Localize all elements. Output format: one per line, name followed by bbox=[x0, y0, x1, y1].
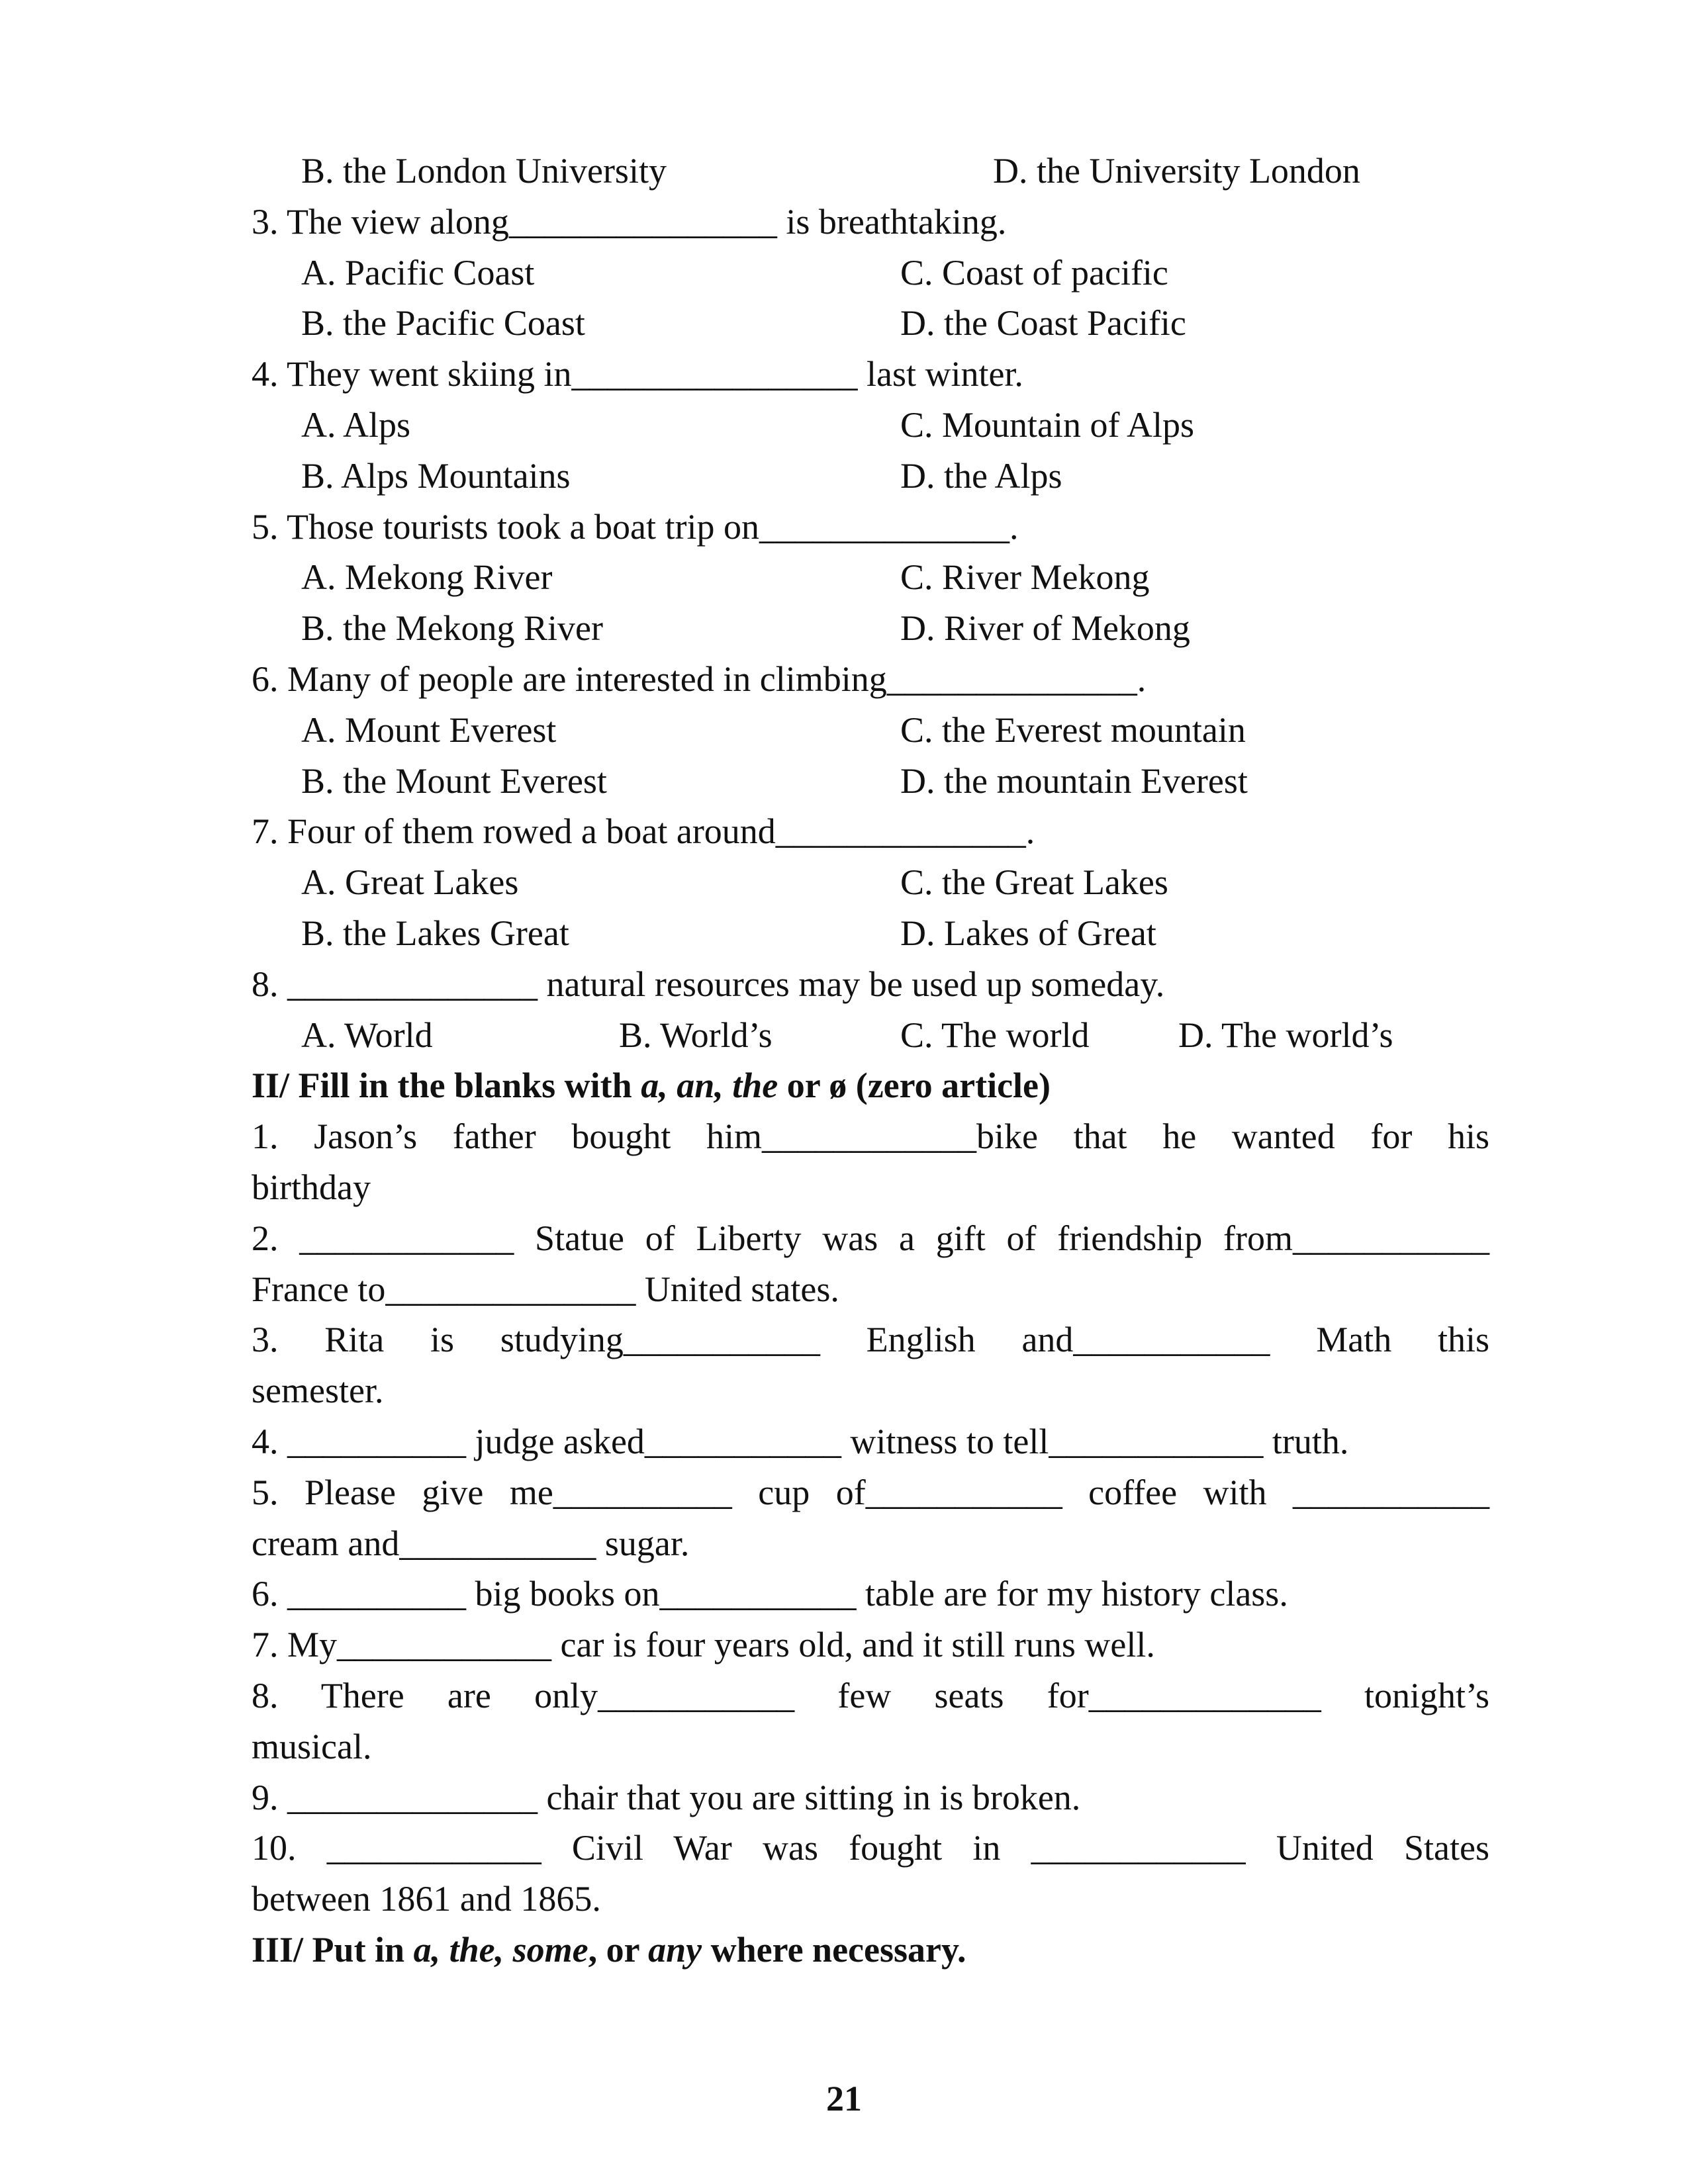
q6-options-row-1 bbox=[252, 705, 1489, 756]
q8-options-row bbox=[252, 1010, 1489, 1061]
fill-line-11: 7. My____________ car is four years old, and it still runs well. bbox=[252, 1625, 1155, 1665]
section-2-heading-prefix: II/ Fill in the blanks with bbox=[252, 1066, 641, 1106]
q6-option-d: D. the mountain Everest bbox=[900, 760, 1248, 801]
q3-stem: 3. The view along_______________ is breathtaking. bbox=[252, 201, 1007, 242]
fill-line-3: 2. ____________ Statue of Liberty was a gift of friendship from___________ bbox=[252, 1218, 1489, 1258]
section-3-heading-suffix: where necessary. bbox=[702, 1929, 966, 1970]
q8-option-b: B. World’s bbox=[619, 1015, 773, 1055]
q8-option-c: C. The world bbox=[900, 1015, 1090, 1055]
q4-option-b: B. Alps Mountains bbox=[301, 455, 571, 496]
q2-options-row bbox=[252, 146, 1489, 197]
q5-options-row-1 bbox=[252, 552, 1489, 603]
fill-line-2: birthday bbox=[252, 1167, 371, 1207]
q5-option-a: A. Mekong River bbox=[301, 557, 553, 598]
q7-option-d: D. Lakes of Great bbox=[900, 913, 1156, 953]
fill-line-1: 1. Jason’s father bought him____________bike that he wanted for his bbox=[252, 1116, 1489, 1157]
q4-option-c: C. Mountain of Alps bbox=[900, 404, 1195, 445]
q6-stem: 6. Many of people are interested in climbing______________. bbox=[252, 659, 1147, 699]
q7-option-b: B. the Lakes Great bbox=[301, 913, 569, 953]
fill-line-15: 10. ____________ Civil War was fought in ____________ United States bbox=[252, 1828, 1489, 1868]
q8-stem: 8. ______________ natural resources may be used up someday. bbox=[252, 964, 1165, 1004]
q4-stem: 4. They went skiing in________________ last winter. bbox=[252, 354, 1023, 394]
section-2-heading-suffix: or ø (zero article) bbox=[778, 1066, 1051, 1106]
q3-option-a: A. Pacific Coast bbox=[301, 252, 535, 293]
q3-option-d: D. the Coast Pacific bbox=[900, 303, 1186, 343]
q6-option-b: B. the Mount Everest bbox=[301, 760, 607, 801]
q5-option-b: B. the Mekong River bbox=[301, 608, 603, 649]
section-3-heading-prefix: III/ Put in bbox=[252, 1929, 414, 1970]
fill-line-12: 8. There are only___________ few seats for_____________ tonight’s bbox=[252, 1675, 1489, 1715]
q3-options-row-2 bbox=[252, 298, 1489, 349]
q8-option-a: A. World bbox=[301, 1015, 433, 1055]
q6-options-row-2 bbox=[252, 756, 1489, 807]
q7-option-c: C. the Great Lakes bbox=[900, 862, 1168, 903]
q5-option-d: D. River of Mekong bbox=[900, 608, 1190, 649]
section-3-heading-italic-1: a, the, some bbox=[413, 1929, 588, 1970]
fill-line-13: musical. bbox=[252, 1726, 372, 1766]
fill-line-6: semester. bbox=[252, 1371, 384, 1411]
page-number: 21 bbox=[826, 2079, 862, 2118]
fill-line-14: 9. ______________ chair that you are sitting in is broken. bbox=[252, 1777, 1081, 1817]
q4-options-row-2 bbox=[252, 451, 1489, 502]
q3-options-row-1 bbox=[252, 248, 1489, 298]
section-3-heading-italic-2: any bbox=[648, 1929, 702, 1970]
q7-options-row-1 bbox=[252, 857, 1489, 908]
fill-line-7: 4. __________ judge asked___________ witness to tell____________ truth. bbox=[252, 1421, 1349, 1461]
q6-option-c: C. the Everest mountain bbox=[900, 709, 1246, 750]
q5-stem: 5. Those tourists took a boat trip on______________. bbox=[252, 506, 1019, 547]
fill-line-5: 3. Rita is studying___________ English and___________ Math this bbox=[252, 1320, 1489, 1360]
q5-option-c: C. River Mekong bbox=[900, 557, 1150, 598]
q4-option-a: A. Alps bbox=[301, 404, 411, 445]
section-3-heading-mid: , or bbox=[588, 1929, 649, 1970]
q8-option-d: D. The world’s bbox=[1178, 1015, 1393, 1055]
q6-option-a: A. Mount Everest bbox=[301, 709, 557, 750]
q4-options-row-1 bbox=[252, 400, 1489, 451]
fill-line-16: between 1861 and 1865. bbox=[252, 1879, 601, 1919]
worksheet-page bbox=[252, 146, 1489, 1976]
q4-option-d: D. the Alps bbox=[900, 455, 1062, 496]
section-3-heading bbox=[252, 1925, 1489, 1976]
q7-option-a: A. Great Lakes bbox=[301, 862, 519, 903]
fill-line-4: France to______________ United states. bbox=[252, 1269, 839, 1309]
fill-line-10: 6. __________ big books on___________ table are for my history class. bbox=[252, 1574, 1288, 1614]
q2-option-d: D. the University London bbox=[993, 151, 1360, 191]
fill-line-9: cream and___________ sugar. bbox=[252, 1523, 690, 1563]
q7-options-row-2 bbox=[252, 908, 1489, 959]
q2-option-b: B. the London University bbox=[301, 151, 667, 191]
q5-options-row-2 bbox=[252, 603, 1489, 654]
q7-stem: 7. Four of them rowed a boat around______________. bbox=[252, 811, 1035, 852]
q3-option-b: B. the Pacific Coast bbox=[301, 303, 585, 343]
fill-line-8: 5. Please give me__________ cup of___________ coffee with ___________ bbox=[252, 1472, 1489, 1512]
section-2-heading bbox=[252, 1060, 1489, 1111]
q3-option-c: C. Coast of pacific bbox=[900, 252, 1168, 293]
section-2-heading-italic: a, an, the bbox=[641, 1066, 778, 1106]
